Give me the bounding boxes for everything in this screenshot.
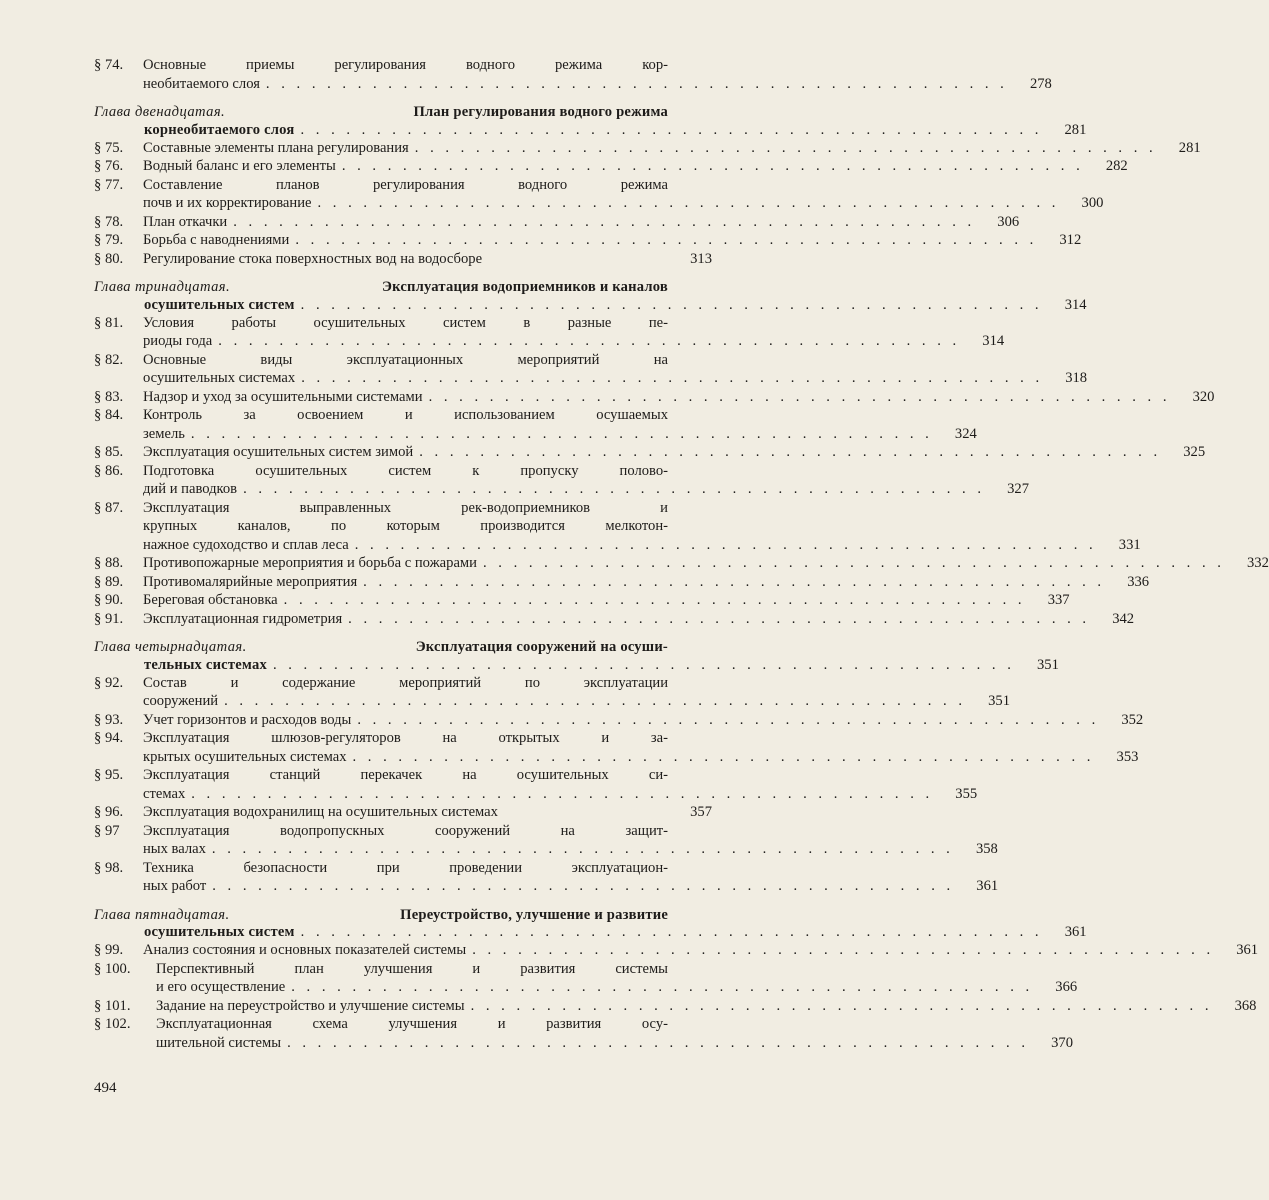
section-body <box>143 231 1082 250</box>
section-title-line: нажное судоходство и сплав леса <box>143 536 349 553</box>
chapter-title: План регулирования водного режима <box>413 104 668 120</box>
section-body <box>143 462 1029 499</box>
dot-leader: . . . . . . . . . . . . . . . . . . . . . . . . . . . . . . . . . . . . . . . . . . . . . . . . . <box>301 370 1044 386</box>
chapter-line-1 <box>94 103 712 122</box>
section-title-line: Водный баланс и его элементы <box>143 158 336 174</box>
page-ref: 361 <box>1064 924 1087 940</box>
section-body <box>143 388 1215 407</box>
section-body <box>156 997 1257 1016</box>
section-title-line: осушительных системах <box>143 370 296 386</box>
page-ref: 368 <box>1234 997 1257 1014</box>
dot-leader: . . . . . . . . . . . . . . . . . . . . . . . . . . . . . . . . . . . . . . . . . . . . . . . . . <box>341 158 1084 174</box>
section-number: § 79. <box>94 232 124 248</box>
toc-entry <box>94 822 998 859</box>
section-number: § 94. <box>94 730 124 746</box>
section-title-line: Регулирование стока поверхностных вод на водосборе <box>143 250 483 267</box>
section-title-last-line <box>143 332 1005 351</box>
section-body <box>143 314 1005 351</box>
page-ref: 351 <box>988 693 1010 709</box>
page-ref: 282 <box>1105 158 1128 174</box>
page-ref: 318 <box>1065 370 1088 386</box>
section-title-line: Эксплуатация водопропускных сооружений на защит- <box>143 822 668 839</box>
toc-entry <box>94 56 1052 93</box>
dot-leader: . . . . . . . . . . . . . . . . . . . . . . . . . . . . . . . . . . . . . . . . . . . . . . . . . <box>357 711 1100 728</box>
section-body <box>143 573 1150 592</box>
section-title-last-line <box>143 941 1259 960</box>
section-title-last-line <box>156 997 1257 1016</box>
chapter-line-2 <box>94 924 1087 941</box>
section-title-last-line <box>143 443 1206 462</box>
table-of-contents <box>94 56 1269 1052</box>
page-ref: 327 <box>1007 481 1029 497</box>
section-title-line: Эксплуатация шлюзов-регуляторов на открытых и за- <box>143 730 668 746</box>
dot-leader: . . . . . . . . . . . . . . . . . . . . . . . . . . . . . . . . . . . . . . . . . . . . . . . . . <box>348 610 1091 627</box>
page-ref: 337 <box>1047 592 1070 608</box>
page-ref: 351 <box>1036 656 1059 673</box>
section-body <box>143 610 1135 629</box>
section-title-line: План откачки <box>143 213 228 230</box>
page-ref: 281 <box>1178 139 1201 156</box>
section-title-line: Основные виды эксплуатационных мероприятий на <box>143 351 668 368</box>
section-number: § 97 <box>94 822 120 839</box>
section-title-line: Эксплуатация выправленных рек-водоприемников и <box>143 499 668 516</box>
chapter-heading <box>94 906 1087 942</box>
toc-entry <box>94 406 977 443</box>
section-title-line: Эксплуатация осушительных систем зимой <box>143 444 414 460</box>
page-ref: 314 <box>982 333 1005 349</box>
chapter-title: корнеобитаемого слоя <box>144 121 295 138</box>
section-title-last-line <box>143 213 1020 232</box>
dot-leader: . . . . . . . . . . . . . . . . . . . . . . . . . . . . . . . . . . . . . . . . . . . . . . . . . <box>191 785 934 802</box>
chapter-title: осушительных систем <box>144 296 295 313</box>
page-ref: 353 <box>1116 748 1139 765</box>
chapter-title: Эксплуатация сооружений на осуши- <box>415 639 668 655</box>
chapter-line-1 <box>94 906 712 925</box>
section-number: § 74. <box>94 57 124 73</box>
section-title-last-line <box>156 978 1078 997</box>
section-title-line: Эксплуатация водохранилищ на осушительных системах <box>143 804 498 820</box>
toc-entry <box>94 157 1128 176</box>
section-title-last-line <box>143 711 1144 730</box>
page-ref: 314 <box>1064 296 1087 313</box>
section-number: § 86. <box>94 462 124 479</box>
toc-entry <box>94 859 999 896</box>
section-title-last-line <box>143 692 1010 711</box>
section-body <box>143 859 999 896</box>
section-number: § 93. <box>94 711 124 728</box>
page-ref: 278 <box>1029 75 1052 92</box>
section-title-line: почв и их корректирование <box>143 195 312 211</box>
dot-leader: . . . . . . . . . . . . . . . . . . . . . . . . . . . . . . . . . . . . . . . . . . . . . . . . . <box>352 748 1095 765</box>
toc-entry <box>94 729 1139 766</box>
chapter-line-2 <box>94 656 1059 674</box>
section-title-line: Учет горизонтов и расходов воды <box>143 711 352 728</box>
toc-entry <box>94 711 1144 730</box>
section-body <box>143 406 977 443</box>
section-title-line: Перспективный план улучшения и развития системы <box>156 960 668 977</box>
section-title-last-line <box>143 480 1029 499</box>
toc-entry <box>94 674 1010 711</box>
chapter-label: Глава тринадцатая. <box>94 279 231 295</box>
toc-entry <box>94 554 1269 573</box>
section-title-last-line <box>143 803 712 822</box>
section-title-line: крупных каналов, по которым производится мелкотон- <box>143 518 668 534</box>
dot-leader: . . . . . . . . . . . . . . . . . . . . . . . . . . . . . . . . . . . . . . . . . . . . . . . . . <box>482 555 1225 571</box>
page-ref: 331 <box>1118 536 1141 553</box>
chapter-heading <box>94 638 1059 674</box>
section-title-line: необитаемого слоя <box>143 75 260 92</box>
section-title-last-line <box>143 157 1128 176</box>
section-title-line: Эксплуатация станций перекачек на осушительных си- <box>143 767 668 783</box>
section-title-line: земель <box>143 425 185 442</box>
page-ref: 325 <box>1183 444 1206 460</box>
chapter-heading <box>94 103 1087 139</box>
chapter-title: осушительных систем <box>144 924 295 940</box>
section-number: § 83. <box>94 388 124 405</box>
section-title-last-line <box>143 591 1070 610</box>
section-body <box>143 711 1144 730</box>
dot-leader: . . . . . . . . . . . . . . . . . . . . . . . . . . . . . . . . . . . . . . . . . . . . . . . . . <box>211 841 954 857</box>
section-title-last-line <box>143 194 1104 213</box>
dot-leader: . . . . . . . . . . . . . . . . . . . . . . . . . . . . . . . . . . . . . . . . . . . . . . . . . <box>291 979 1034 995</box>
toc-entry <box>94 941 1259 960</box>
section-title-line: дий и паводков <box>143 481 238 497</box>
toc-entry <box>94 213 1020 232</box>
page-ref: 370 <box>1051 1034 1073 1051</box>
section-title-line: Подготовка осушительных систем к пропуску полово- <box>143 462 668 479</box>
toc-entry <box>94 351 1088 388</box>
page-ref: 320 <box>1192 388 1215 405</box>
section-title-last-line <box>143 425 977 444</box>
section-number: § 102. <box>94 1016 131 1032</box>
section-title-line: крытых осушительных системах <box>143 748 347 765</box>
page-ref: 332 <box>1247 555 1269 571</box>
chapter-line-1 <box>94 638 712 657</box>
dot-leader: . . . . . . . . . . . . . . . . . . . . . . . . . . . . . . . . . . . . . . . . . . . . . . . . . <box>472 942 1215 958</box>
dot-leader <box>498 803 668 822</box>
section-number: § 100. <box>94 960 131 977</box>
dot-leader: . . . . . . . . . . . . . . . . . . . . . . . . . . . . . . . . . . . . . . . . . . . . . . . . . <box>300 121 1043 138</box>
chapter-line-2 <box>94 121 1087 139</box>
chapter-title: Переустройство, улучшение и развитие <box>400 906 668 923</box>
page-ref: 306 <box>997 213 1020 230</box>
section-title-last-line <box>143 610 1135 629</box>
section-body <box>143 941 1259 960</box>
section-body <box>156 960 1078 997</box>
section-body <box>143 499 1141 555</box>
dot-leader: . . . . . . . . . . . . . . . . . . . . . . . . . . . . . . . . . . . . . . . . . . . . . . . . . <box>218 333 961 349</box>
section-body <box>143 157 1128 176</box>
section-title-last-line <box>143 748 1139 767</box>
section-body <box>143 351 1088 388</box>
section-title-line: Состав и содержание мероприятий по эксплуатации <box>143 674 668 691</box>
section-number: § 76. <box>94 158 124 174</box>
section-number: § 81. <box>94 314 124 331</box>
dot-leader: . . . . . . . . . . . . . . . . . . . . . . . . . . . . . . . . . . . . . . . . . . . . . . . . . <box>300 924 1043 940</box>
toc-entry <box>94 388 1215 407</box>
section-title-last-line <box>143 877 999 896</box>
section-body <box>156 1015 1073 1052</box>
toc-entry <box>94 314 1005 351</box>
page-ref: 312 <box>1059 232 1082 248</box>
toc-entry <box>94 591 1070 610</box>
section-body <box>143 139 1201 158</box>
page-ref: 281 <box>1064 121 1087 138</box>
toc-entry <box>94 443 1206 462</box>
dot-leader: . . . . . . . . . . . . . . . . . . . . . . . . . . . . . . . . . . . . . . . . . . . . . . . . . <box>295 232 1038 248</box>
section-title-line: Условия работы осушительных систем в разные пе- <box>143 314 668 331</box>
section-body <box>143 213 1020 232</box>
section-number: § 85. <box>94 444 124 460</box>
section-title-line: Составление планов регулирования водного режима <box>143 176 668 193</box>
section-body <box>143 674 1010 711</box>
section-title-line: стемах <box>143 785 186 802</box>
section-title-line: Техника безопасности при проведении эксплуатацион- <box>143 859 668 876</box>
section-title-line: Анализ состояния и основных показателей системы <box>143 942 467 958</box>
dot-leader: . . . . . . . . . . . . . . . . . . . . . . . . . . . . . . . . . . . . . . . . . . . . . . . . . <box>265 75 1008 92</box>
section-title-line: ных валах <box>143 841 206 857</box>
dot-leader: . . . . . . . . . . . . . . . . . . . . . . . . . . . . . . . . . . . . . . . . . . . . . . . . . <box>470 997 1213 1014</box>
toc-entry <box>94 250 712 269</box>
section-number: § 75. <box>94 139 124 156</box>
section-number: § 98. <box>94 859 124 876</box>
section-title-last-line <box>143 231 1082 250</box>
dot-leader: . . . . . . . . . . . . . . . . . . . . . . . . . . . . . . . . . . . . . . . . . . . . . . . . . <box>212 878 955 894</box>
section-title-last-line <box>143 573 1150 592</box>
section-number: § 77. <box>94 176 124 193</box>
section-title-last-line <box>143 840 998 859</box>
toc-entry <box>94 462 1029 499</box>
section-title-line: Борьба с наводнениями <box>143 232 290 248</box>
toc-entry <box>94 960 1078 997</box>
section-title-line: Задание на переустройство и улучшение системы <box>156 997 465 1014</box>
dot-leader <box>482 250 668 269</box>
toc-entry <box>94 997 1257 1016</box>
section-body <box>143 591 1070 610</box>
section-title-line: Основные приемы регулирования водного режима кор- <box>143 57 668 73</box>
toc-entry <box>94 1015 1073 1052</box>
dot-leader: . . . . . . . . . . . . . . . . . . . . . . . . . . . . . . . . . . . . . . . . . . . . . . . . . <box>283 592 1026 608</box>
dot-leader: . . . . . . . . . . . . . . . . . . . . . . . . . . . . . . . . . . . . . . . . . . . . . . . . . <box>414 139 1157 156</box>
page-ref: 361 <box>1236 942 1259 958</box>
page-ref: 358 <box>975 841 998 857</box>
section-body <box>143 250 712 269</box>
section-title-line: и его осуществление <box>156 979 286 995</box>
toc-entry <box>94 573 1150 592</box>
section-title-line: Эксплуатационная гидрометрия <box>143 610 343 627</box>
section-number: § 92. <box>94 674 124 691</box>
toc-entry <box>94 499 1141 555</box>
toc-entry <box>94 766 978 803</box>
page-ref: 357 <box>690 804 712 820</box>
toc-entry <box>94 231 1082 250</box>
page-ref: 324 <box>954 425 977 442</box>
section-number: § 96. <box>94 804 124 820</box>
chapter-heading <box>94 278 1087 314</box>
section-title-line: Контроль за освоением и использованием осушаемых <box>143 407 668 423</box>
toc-entry <box>94 803 712 822</box>
dot-leader: . . . . . . . . . . . . . . . . . . . . . . . . . . . . . . . . . . . . . . . . . . . . . . . . . <box>190 425 933 442</box>
section-number: § 101. <box>94 997 131 1014</box>
section-number: § 82. <box>94 351 124 368</box>
page-ref: 355 <box>955 785 978 802</box>
section-body <box>143 176 1104 213</box>
section-body <box>143 803 712 822</box>
section-number: § 80. <box>94 250 124 267</box>
section-title-last-line <box>143 369 1088 388</box>
section-body <box>143 822 998 859</box>
section-title-line: Надзор и уход за осушительными системами <box>143 388 423 405</box>
chapter-title: Эксплуатация водоприемников и каналов <box>381 279 668 295</box>
toc-entry <box>94 610 1135 629</box>
section-title-last-line <box>143 139 1201 158</box>
page-ref: 366 <box>1055 979 1078 995</box>
page-ref: 342 <box>1112 610 1135 627</box>
section-title-last-line <box>143 554 1269 573</box>
section-title-line: риоды года <box>143 333 213 349</box>
section-title-last-line <box>143 785 978 804</box>
section-body <box>143 554 1269 573</box>
section-number: § 90. <box>94 592 124 608</box>
chapter-label: Глава пятнадцатая. <box>94 906 230 923</box>
section-title-line: Эксплуатационная схема улучшения и развития осу- <box>156 1016 668 1032</box>
section-title-last-line <box>156 1034 1073 1053</box>
page-ref: 300 <box>1081 195 1104 211</box>
toc-entry <box>94 139 1201 158</box>
section-title-last-line <box>143 75 1052 94</box>
page-ref: 336 <box>1127 573 1150 590</box>
dot-leader: . . . . . . . . . . . . . . . . . . . . . . . . . . . . . . . . . . . . . . . . . . . . . . . . . <box>224 693 966 709</box>
section-number: § 78. <box>94 213 124 230</box>
section-title-line: Противомалярийные мероприятия <box>143 573 358 590</box>
section-body <box>143 443 1206 462</box>
chapter-title: тельных системах <box>144 656 267 673</box>
section-title-line: Составные элементы плана регулирования <box>143 139 409 156</box>
chapter-line-2 <box>94 296 1087 314</box>
page-ref: 313 <box>690 250 712 267</box>
section-title-line: ных работ <box>143 878 207 894</box>
dot-leader: . . . . . . . . . . . . . . . . . . . . . . . . . . . . . . . . . . . . . . . . . . . . . . . . . <box>233 213 976 230</box>
page-ref: 352 <box>1121 711 1144 728</box>
section-title-line: сооружений <box>143 693 219 709</box>
dot-leader: . . . . . . . . . . . . . . . . . . . . . . . . . . . . . . . . . . . . . . . . . . . . . . . . . <box>300 296 1043 313</box>
section-title-last-line <box>143 388 1215 407</box>
toc-entry <box>94 176 1104 213</box>
section-number: § 87. <box>94 499 124 516</box>
dot-leader: . . . . . . . . . . . . . . . . . . . . . . . . . . . . . . . . . . . . . . . . . . . . . . . . . <box>354 536 1097 553</box>
dot-leader: . . . . . . . . . . . . . . . . . . . . . . . . . . . . . . . . . . . . . . . . . . . . . . . . . <box>317 195 1060 211</box>
dot-leader: . . . . . . . . . . . . . . . . . . . . . . . . . . . . . . . . . . . . . . . . . . . . . . . . . <box>363 573 1106 590</box>
section-number: § 88. <box>94 555 124 571</box>
chapter-label: Глава двенадцатая. <box>94 104 226 120</box>
section-number: § 99. <box>94 942 124 958</box>
dot-leader: . . . . . . . . . . . . . . . . . . . . . . . . . . . . . . . . . . . . . . . . . . . . . . . . . <box>428 388 1171 405</box>
section-title-line: шительной системы <box>156 1034 282 1051</box>
page-ref: 361 <box>976 878 999 894</box>
dot-leader: . . . . . . . . . . . . . . . . . . . . . . . . . . . . . . . . . . . . . . . . . . . . . . . . . <box>419 444 1162 460</box>
section-body <box>143 56 1052 93</box>
dot-leader: . . . . . . . . . . . . . . . . . . . . . . . . . . . . . . . . . . . . . . . . . . . . . . . . . <box>287 1034 1029 1051</box>
section-number: § 95. <box>94 767 124 783</box>
section-title-last-line <box>143 250 712 269</box>
section-number: § 89. <box>94 573 124 590</box>
section-title-last-line <box>143 536 1141 555</box>
dot-leader: . . . . . . . . . . . . . . . . . . . . . . . . . . . . . . . . . . . . . . . . . . . . . . . . . <box>243 481 985 497</box>
section-number: § 91. <box>94 610 124 627</box>
chapter-line-1 <box>94 278 712 297</box>
chapter-label: Глава четырнадцатая. <box>94 639 247 655</box>
section-body <box>143 766 978 803</box>
section-title-line: Противопожарные мероприятия и борьба с пожарами <box>143 555 477 571</box>
page-number: 494 <box>94 1080 117 1096</box>
section-body <box>143 729 1139 766</box>
section-number: § 84. <box>94 407 124 423</box>
section-title-line: Береговая обстановка <box>143 592 278 608</box>
dot-leader: . . . . . . . . . . . . . . . . . . . . . . . . . . . . . . . . . . . . . . . . . . . . . . . . . <box>272 656 1015 673</box>
